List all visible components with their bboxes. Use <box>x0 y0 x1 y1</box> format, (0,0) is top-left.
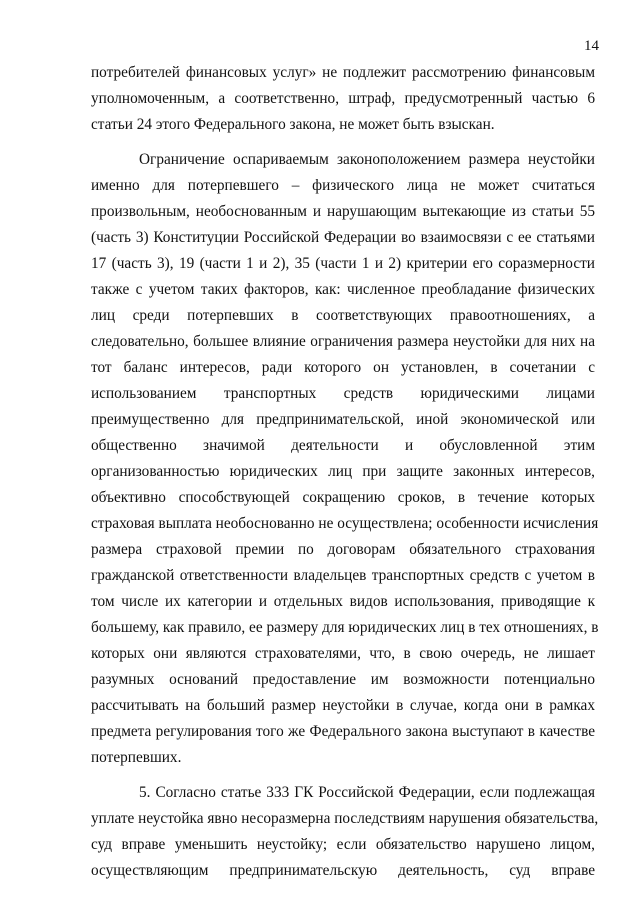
text-line: лиц среди потерпевших в соответствующих правоотношениях, а <box>91 307 595 324</box>
text-line: также с учетом таких факторов, как: численное преобладание физических <box>91 281 595 298</box>
text-line: предмета регулирования того же Федерального закона выступают в качестве <box>91 723 595 740</box>
text-line: размера страховой премии по договорам обязательного страхования <box>91 541 595 558</box>
text-line: уполномоченным, а соответственно, штраф, предусмотренный частью 6 <box>91 90 595 107</box>
text-line: Ограничение оспариваемым законоположением размера неустойки <box>139 151 595 168</box>
text-line: 17 (часть 3), 19 (части 1 и 2), 35 (части 1 и 2) критерии его соразмерности <box>91 255 595 272</box>
text-line: объективно способствующей сокращению сроков, в течение которых <box>91 489 595 506</box>
text-line: именно для потерпевшего – физического лица не может считаться <box>91 177 595 194</box>
text-line: произвольным, необоснованным и нарушающим вытекающие из статьи 55 <box>91 203 595 220</box>
text-line: общественно значимой деятельности и обусловленной этим <box>91 437 595 454</box>
text-line: уплате неустойка явно несоразмерна последствиям нарушения обязательства, <box>91 810 599 827</box>
paragraph-limitation <box>91 147 599 771</box>
text-line: которых они являются страхователями, что, в свою очередь, не лишает <box>91 645 595 662</box>
text-line: осуществляющим предпринимательскую деятельность, суд вправе <box>91 862 595 879</box>
paragraph-article-333 <box>91 780 599 884</box>
text-line: использованием транспортных средств юридическими лицами <box>91 385 595 402</box>
text-line: рассчитывать на больший размер неустойки в случае, когда они в рамках <box>91 697 595 714</box>
text-line: том числе их категории и отдельных видов использования, приводящие к <box>91 593 595 610</box>
text-line: тот баланс интересов, ради которого он установлен, в сочетании с <box>91 359 595 376</box>
page-number: 14 <box>584 38 599 54</box>
text-line: преимущественно для предпринимательской, иной экономической или <box>91 411 595 428</box>
text-line: суд вправе уменьшить неустойку; если обязательство нарушено лицом, <box>91 836 595 853</box>
text-line: статьи 24 этого Федерального закона, не может быть взыскан. <box>91 116 495 133</box>
text-line: разумных оснований предоставление им возможности потенциально <box>91 671 595 688</box>
text-line: организованностью юридических лиц при защите законных интересов, <box>91 463 595 480</box>
paragraph-continuation <box>91 60 595 138</box>
text-line: гражданской ответственности владельцев транспортных средств с учетом в <box>91 567 595 584</box>
text-line: потерпевших. <box>91 749 182 766</box>
document-body <box>91 60 599 884</box>
text-line: большему, как правило, ее размеру для юридических лиц в тех отношениях, в <box>91 619 599 636</box>
text-line: страховая выплата необоснованно не осуществлена; особенности исчисления <box>91 515 599 532</box>
text-line: следовательно, большее влияние ограничения размера неустойки для них на <box>91 333 595 350</box>
text-line: потребителей финансовых услуг» не подлежит рассмотрению финансовым <box>91 64 595 81</box>
text-line: (часть 3) Конституции Российской Федерации во взаимосвязи с ее статьями <box>91 229 595 246</box>
text-line: 5. Согласно статье 333 ГК Российской Федерации, если подлежащая <box>139 784 595 801</box>
